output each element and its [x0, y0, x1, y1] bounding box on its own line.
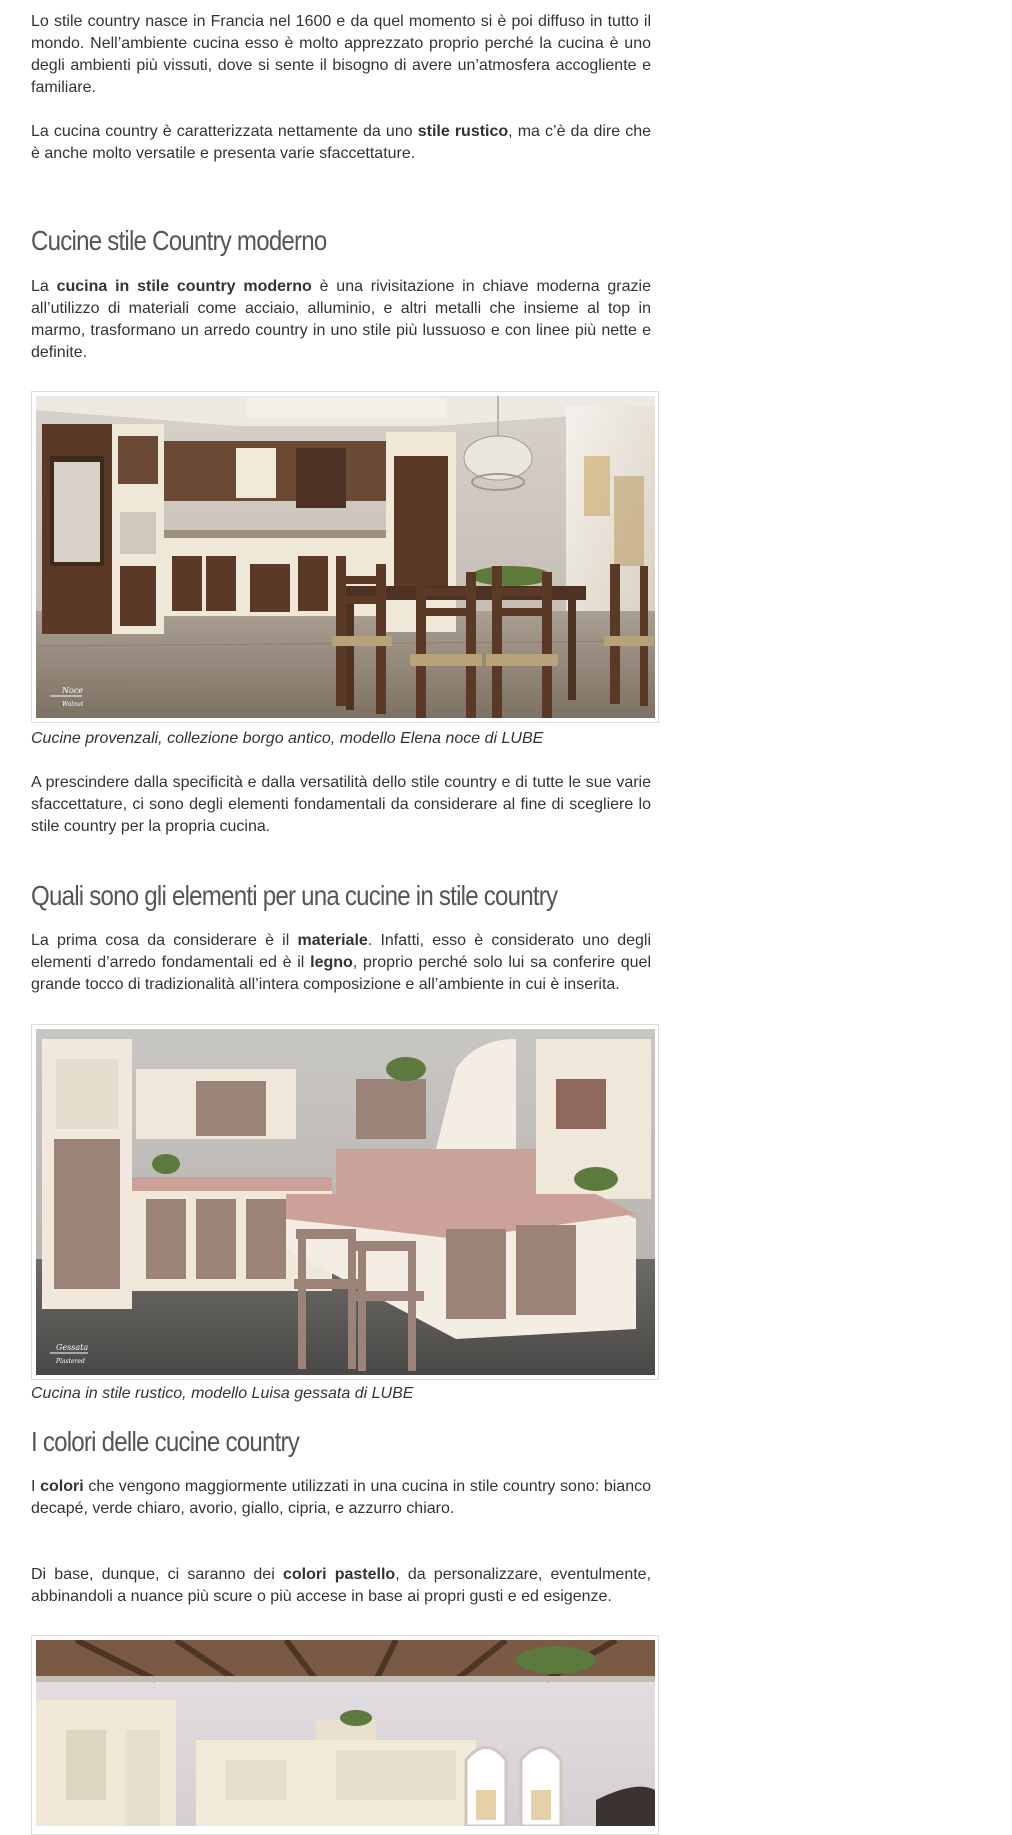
- text-span: , da personalizzare, eventulmente, abbinandoli a nuance più scure o più accese in base ai propri gusti e ed esigenze.: [31, 1566, 652, 1605]
- watermark-text: Plastered: [56, 1358, 85, 1365]
- image-kitchen-cream[interactable]: [31, 1635, 659, 1835]
- heading-elements: Quali sono gli elementi per una cucine in stile country: [31, 880, 558, 911]
- paragraph-colors: [31, 1476, 651, 1520]
- heading-colors: I colori delle cucine country: [31, 1426, 299, 1457]
- paragraph-elements: [31, 930, 651, 996]
- text-span: è una rivisitazione in chiave moderna grazie all’utilizzo di materiali come acciaio, alluminio, e altri metalli che insieme al top in marmo, trasformano un arredo country in uno stile più lussuoso e con linee più nette e definite.: [31, 278, 651, 361]
- bold-text: cucina in stile country moderno: [56, 278, 312, 295]
- section-heading-modern: [31, 224, 651, 258]
- text-span: . Infatti, esso è considerato uno degli elementi d’arredo fondamentali ed è il: [31, 932, 652, 971]
- heading-modern: Cucine stile Country moderno: [31, 225, 327, 256]
- bold-text: materiale: [297, 932, 368, 949]
- text-span: , ma c’è da dire che è anche molto versatile e presenta varie sfaccettature.: [31, 123, 652, 162]
- section-heading-elements: [31, 879, 651, 913]
- caption-luisa: Cucina in stile rustico, modello Luisa gessata di LUBE: [31, 1385, 414, 1402]
- text-span: I: [31, 1478, 41, 1495]
- kitchen-photo-plastered: [36, 1029, 655, 1375]
- paragraph-pastel: [31, 1564, 651, 1608]
- intro-paragraph: [31, 11, 651, 99]
- text-span: che vengono maggiormente utilizzati in una cucina in stile country sono: bianco decapé, verde chiaro, avorio, giallo, cipria, e azzurro chiaro.: [31, 1478, 651, 1517]
- text-span: La: [31, 278, 57, 295]
- paragraph-text: A prescindere dalla specificità e dalla versatilità dello stile country e di tutte le sue varie sfaccettature, ci sono degli elementi fondamentali da considerare al fine di scegliere lo stile country per la propria cucina.: [31, 774, 651, 835]
- text-span: La cucina country è caratterizzata nettamente da uno: [31, 123, 418, 140]
- text-span: Di base, dunque, ci saranno dei: [31, 1566, 283, 1583]
- paragraph-modern: [31, 276, 651, 364]
- bold-text: colori pastello: [282, 1566, 396, 1583]
- bold-text: legno: [310, 954, 353, 971]
- caption-elena: Cucine provenzali, collezione borgo antico, modello Elena noce di LUBE: [31, 730, 544, 747]
- watermark-text: Walnut: [62, 701, 84, 708]
- kitchen-photo-walnut: [36, 396, 655, 718]
- bold-text: colori: [40, 1478, 84, 1495]
- watermark-text: Gessata: [56, 1343, 89, 1352]
- intro-paragraph-2: [31, 121, 651, 165]
- bold-text: stile rustico: [417, 123, 509, 140]
- section-heading-colors: [31, 1425, 651, 1459]
- intro-text: Lo stile country nasce in Francia nel 1600 e da quel momento si è poi diffuso in tutto il mondo. Nell’ambiente cucina esso è molto apprezzato proprio perché la cucina è uno degli ambienti più vissuti, dove si sente il bisogno di avere un’atmosfera accogliente e familiare.: [31, 13, 651, 96]
- watermark-text: Noce: [62, 686, 84, 695]
- image-kitchen-elena[interactable]: [31, 391, 659, 723]
- kitchen-photo-cream: [36, 1640, 655, 1826]
- image-kitchen-luisa[interactable]: [31, 1024, 659, 1380]
- text-span: , proprio perché solo lui sa conferire quel grande tocco di tradizionalità all’intera composizione e all’ambiente in cui è inserita.: [31, 954, 651, 993]
- paragraph-versatility: [31, 772, 651, 838]
- text-span: La prima cosa da considerare è il: [31, 932, 298, 949]
